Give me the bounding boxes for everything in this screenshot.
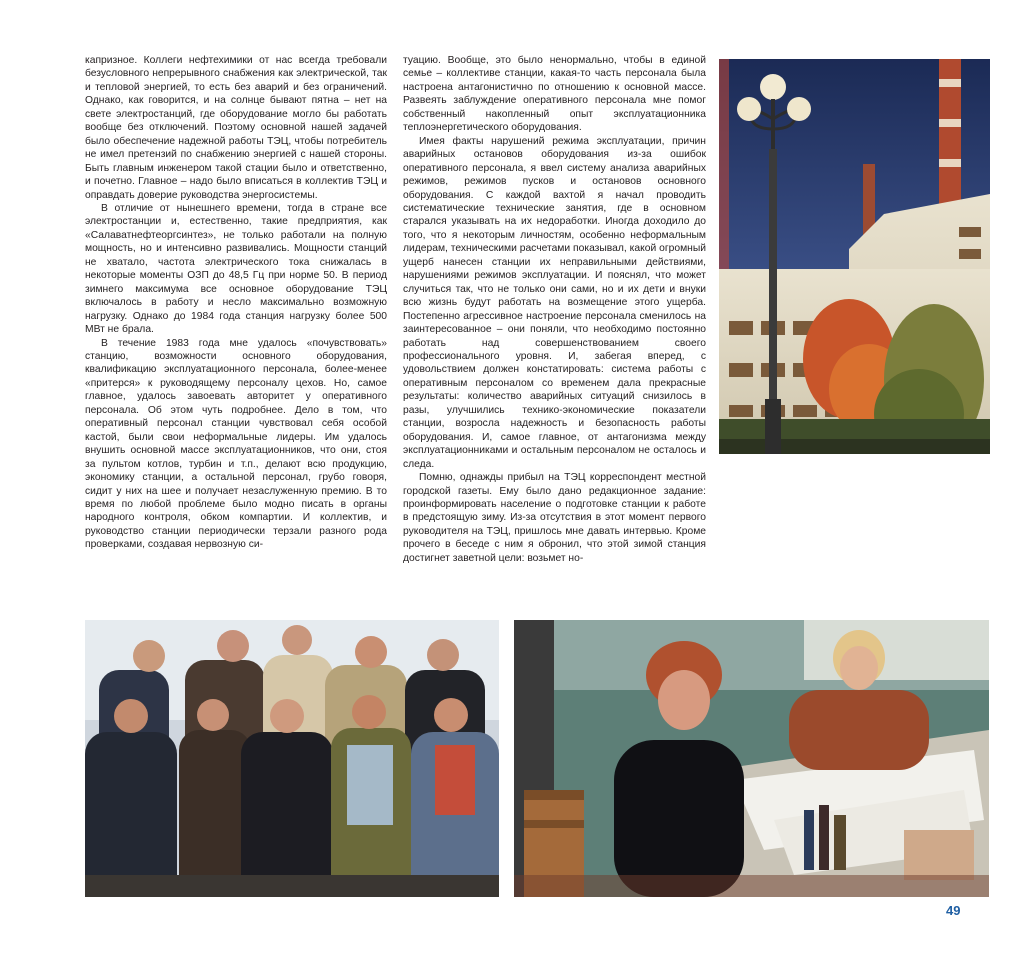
workers-group-photo [85,620,499,897]
text-column-left [85,54,387,552]
paragraph: В отличие от нынешнего времени, тогда в стране все электростанции и, естественно, такие предприятия, как «Салаватнефтеоргсинтез», не только работали на полную мощность, но и интенсивно развивались. Мощности станций не хватало, частота электрического тока снижалась в некоторые моменты ОЗП до 48,5 Гц при норме 50. В период зимнего максимума все основное оборудование ТЭЦ включалось в работу и несло максимально возможную нагрузку. Однако до 1984 года станция нагрузку более 500 МВт не брала. [85,202,387,336]
paragraph: туацию. Вообще, это было ненормально, чтобы в единой семье – коллективе станции, какая-то часть персонала была настроена антагонистично по отношению к основной массе. Развеять заблуждение оперативного персонала мне помог собственный накопленный опыт эксплуатационника теплоэнергетического оборудования. [403,55,706,134]
paragraph: капризное. Коллеги нефтехимики от нас всегда требовали безусловного непрерывного снабжения как электрической, так и тепловой энергией, то есть без аварий и без ограничений. Однако, как говорится, и на солнце бывают пятна – нет на свете электростанций, где оборудование могло бы работать вообще без отключений. Поэтому основной нашей задачей было обеспечение надежной работы ТЭЦ, чтобы потребитель не имел претензий по снабжению энергией с нашей стороны. Быть главным инженером такой стации было и ответственно, и почетно. Главное – надо было вписаться в коллектив ТЭЦ и оправдать доверие руководства энергосистемы. [85,55,387,201]
paragraph: В течение 1983 года мне удалось «почувствовать» станцию, возможности основного оборудования, квалификацию эксплуатационного персонала, более-менее «притерся» к руководящему персоналу цехов. Но, самое главное, удалось завоевать авторитет у оперативного персонала. Об этом чуть подробнее. Дело в том, что оперативный персонал станции чувствовал себя особой кастой, были свои неформальные лидеры. Им удалось внушить основной массе эксплуатационников, что они, стоя за пультом котлов, турбин и т.п., делают всю продукцию, экономику станции, а остальной персонал, грубо говоря, сидит у них на шее и получает незаслуженную премию. В то время по любой проблеме было модно писать в органы народного контроля, обком компартии. И коллектив, и руководство станции периодически терзали разного рода проверками, создавая нервозную си- [85,337,387,551]
power-plant-photo [719,59,990,454]
paragraph: Имея факты нарушений режима эксплуатации, причин аварийных остановов оборудования из-за ошибок оперативного персонала, я ввел систему анализа аварийных режимов, режимов пусков и остановов основного оборудования. С каждой вахтой я начал проводить систематические технические занятия, где в основном старался указывать на их недоработки. Иногда доходило до того, что я некоторым личностям, особенно неформальным лидерам, техническими расчетами показывал, какой огромный ущерб нанесен станции их неправильными действиями, нарушениями режимов эксплуатации. И пояснял, что может случиться так, что не только они сами, но и их дети и внуки всю жизнь будут работать на возмещение этого ущерба. Постепенно агрессивное настроение персонала сменилось на заинтересованное – они поняли, что необходимо постоянно работать над совершенствованием своего профессионального уровня. И, забегая вперед, с удовольствием должен констатировать: система работы с оперативным персоналом со временем дала прекрасные результаты: количество аварийных ситуаций снизилось в разы, улучшились технико-экономические показатели станции, возросла надежность и безопасность работы оборудования. И, самое главное, от антагонизма между эксплуатационниками и остальным персоналом не осталось и следа. [403,135,706,470]
paragraph: Помню, однажды прибыл на ТЭЦ корреспондент местной городской газеты. Ему было дано редакционное задание: проинформировать население о подготовке станции к работе в предстоящую зиму. Из-за отсутствия в этот момент первого руководителя на ТЭЦ, пришлось мне давать интервью. Кроме прочего в беседе с ним я обронил, что этой зимой станция достигнет заветной цели: возьмет но- [403,472,706,564]
workers-group-illustration [85,620,499,897]
office-photo [514,620,989,897]
office-illustration [514,620,989,897]
power-plant-illustration [719,59,990,454]
page-number: 49 [946,903,961,918]
text-column-middle [403,54,706,565]
